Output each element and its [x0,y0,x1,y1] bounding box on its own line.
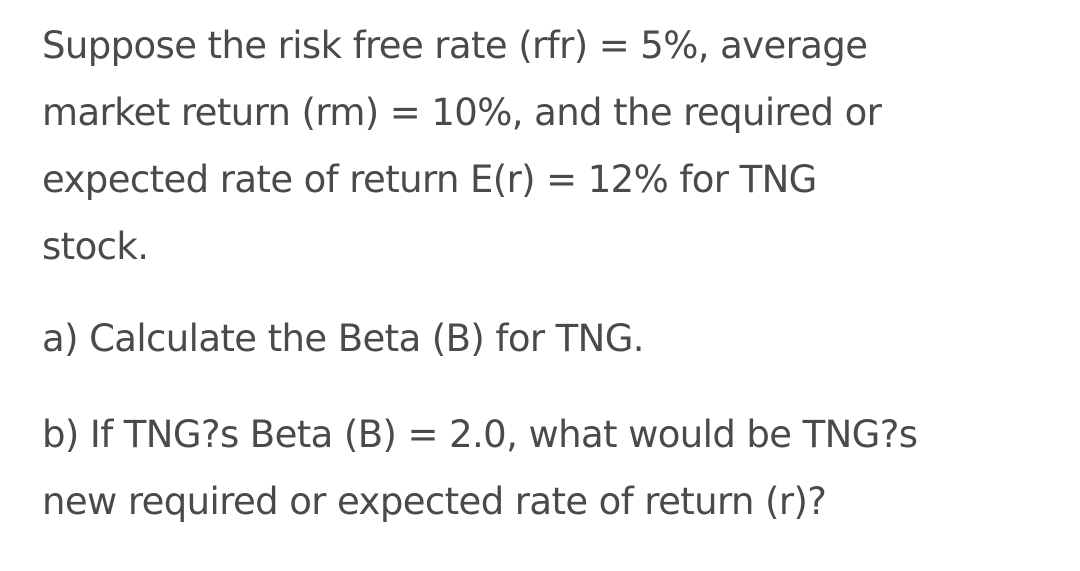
intro-line: stock. [42,225,149,268]
question-part-a [42,305,1052,372]
question-part-b [42,401,1052,535]
question-intro-paragraph [42,12,1052,280]
part-b-line: new required or expected rate of return (r)? [42,480,827,523]
intro-line: market return (rm) = 10%, and the required or [42,91,882,134]
part-a-line: a) Calculate the Beta (B) for TNG. [42,317,644,360]
intro-line: expected rate of return E(r) = 12% for TNG [42,158,817,201]
intro-line: Suppose the risk free rate (rfr) = 5%, average [42,24,868,67]
question-text-block [42,12,1052,535]
part-b-line: b) If TNG?s Beta (B) = 2.0, what would be TNG?s [42,413,918,456]
